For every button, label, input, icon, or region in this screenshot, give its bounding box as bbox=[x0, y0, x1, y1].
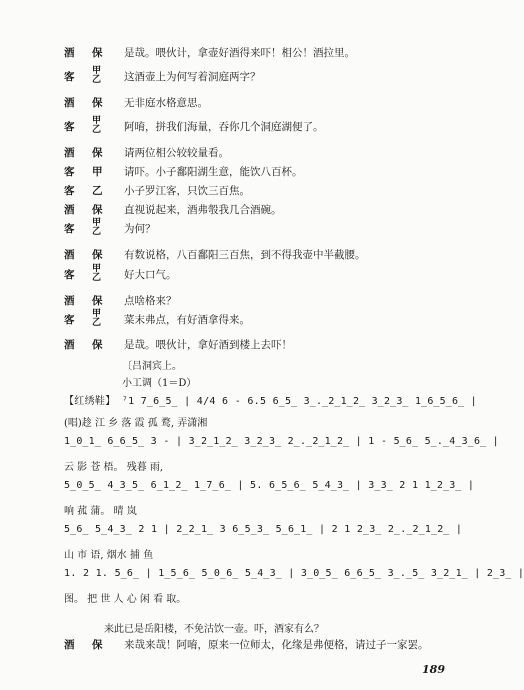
dialogue-text: 请两位相公较较量看。 bbox=[124, 146, 229, 159]
score-notes: 5̲6̲ 5̲4̲3̲ 2 1 | 2̲2̲1̲ 3 6̲5̲3̲ 5̲6̲1̲ | 2 1 2̲3̲ 2̲.̲2̲1̲2̲ | bbox=[64, 524, 463, 535]
score-lyrics: 响 菰 蒲。 晴 岚 bbox=[64, 506, 137, 517]
dialogue-line bbox=[64, 142, 229, 162]
speaker-name: 酒 bbox=[64, 46, 77, 59]
speaker-role: 保 bbox=[92, 146, 103, 159]
dialogue-text: 无非庭水格意思。 bbox=[124, 96, 208, 109]
dialogue-line bbox=[64, 244, 366, 264]
speaker-name: 酒 bbox=[64, 338, 77, 351]
dialogue-text: 菜末弗点，有好酒拿得来。 bbox=[124, 313, 250, 326]
dialogue-line bbox=[64, 199, 282, 219]
speaker-role: 保 bbox=[92, 203, 103, 216]
score-notes: 1. 2 1. 5̲6̲ | 1̲5̲6̲ 5̲0̲6̲ 5̲4̲3̲ | 3̲0̲5̲ 6̲6̲5̲ 3̲.̲5̲ 3̲2̲1̲ | 2̲3̲ | bbox=[64, 568, 524, 579]
dialogue-line bbox=[64, 42, 355, 62]
dialogue-text: 是哉。喂伙计，拿壶好酒得来吓！相公！酒拉里。 bbox=[124, 46, 355, 59]
page-number: 189 bbox=[422, 663, 445, 676]
speaker-role: 甲 bbox=[92, 165, 103, 178]
speaker-name: 客 bbox=[64, 313, 77, 326]
dialogue-text: 有数说格，八百鄱阳三百焦，到不得我壶中半截腰。 bbox=[124, 248, 366, 261]
speaker-role: 保 bbox=[92, 638, 103, 651]
dialogue-line bbox=[64, 634, 429, 654]
score-lyrics: (唱)趁 江 乡 落 霞 孤 鹜, 弄潇湘 bbox=[64, 418, 208, 429]
dialogue-line bbox=[64, 161, 303, 181]
speaker-name: 酒 bbox=[64, 638, 77, 651]
speaker-role: 保 bbox=[92, 248, 103, 261]
speaker-roles: 甲 乙 bbox=[92, 309, 102, 328]
speaker-name: 客 bbox=[64, 268, 77, 281]
score-notes: 【红绣鞋】 ⁷1 7̲6̲5̲ | 4/4 6 - 6.5 6̲5̲ 3̲.̲2̲1̲2̲ 3̲2̲3̲ 1̲6̲5̲6̲ | bbox=[64, 396, 477, 407]
score-lyrics: 山 市 语, 烟水 捕 鱼 bbox=[64, 550, 154, 561]
dialogue-line bbox=[64, 66, 261, 86]
speaker-name: 酒 bbox=[64, 294, 77, 307]
score-lyrics: 云 影 苍 梧。 残暮 雨, bbox=[64, 462, 164, 473]
dialogue-line bbox=[64, 290, 177, 310]
speaker-name: 酒 bbox=[64, 248, 77, 261]
dialogue-text: 来哉来哉！阿唷，原来一位师太，化缘是弗便格，请过子一家罢。 bbox=[124, 638, 429, 651]
dialogue-text: 这酒壶上为何写着洞庭两字？ bbox=[124, 70, 261, 83]
speaker-role: 保 bbox=[92, 96, 103, 109]
dialogue-line bbox=[64, 116, 324, 136]
tune-heading: 小工调（1＝D） bbox=[122, 378, 197, 389]
dialogue-text: 点啥格来？ bbox=[124, 294, 177, 307]
dialogue-text: 为何？ bbox=[124, 222, 156, 235]
dialogue-text: 请吓。小子鄱阳湖生意，能饮八百杯。 bbox=[124, 165, 303, 178]
speaker-roles: 甲 乙 bbox=[92, 218, 102, 237]
speaker-name: 客 bbox=[64, 222, 77, 235]
dialogue-text: 是哉。喂伙计，拿好酒到楼上去吓！ bbox=[124, 338, 292, 351]
speaker-roles: 甲 乙 bbox=[92, 264, 102, 283]
dialogue-line bbox=[64, 180, 250, 200]
dialogue-line bbox=[64, 334, 292, 354]
speaker-name: 酒 bbox=[64, 96, 77, 109]
speaker-role: 保 bbox=[92, 338, 103, 351]
speaker-role: 乙 bbox=[92, 184, 103, 197]
score-lyrics: 图。 把 世 人 心 闲 看 取。 bbox=[64, 594, 187, 605]
dialogue-line bbox=[64, 92, 208, 112]
score-notes: 1̲0̲1̲ 6̲6̲5̲ 3 - | 3̲2̲1̲2̲ 3̲2̲3̲ 2̲.̲2̲1̲2̲ | 1 - 5̲6̲ 5̲.̲4̲3̲6̲ | bbox=[64, 436, 499, 447]
dialogue-text: 小子罗江客，只饮三百焦。 bbox=[124, 184, 250, 197]
speaker-name: 客 bbox=[64, 165, 77, 178]
speaker-roles: 甲 乙 bbox=[92, 116, 102, 135]
speaker-name: 客 bbox=[64, 70, 77, 83]
closing-stage-direction: 来此已是岳阳楼，不免沽饮一壶。吓，酒家有么？ bbox=[104, 624, 324, 635]
speaker-name: 酒 bbox=[64, 203, 77, 216]
dialogue-text: 阿唷，拼我们海量，吞你几个洞庭湖便了。 bbox=[124, 120, 324, 133]
speaker-name: 客 bbox=[64, 184, 77, 197]
speaker-roles: 甲 乙 bbox=[92, 66, 102, 85]
speaker-role: 保 bbox=[92, 46, 103, 59]
dialogue-text: 直视说起来，酒弗彀我几合酒碗。 bbox=[124, 203, 282, 216]
speaker-role: 保 bbox=[92, 294, 103, 307]
dialogue-line bbox=[64, 264, 177, 284]
stage-direction: 〔吕洞宾上。 bbox=[122, 361, 182, 372]
speaker-name: 酒 bbox=[64, 146, 77, 159]
speaker-name: 客 bbox=[64, 120, 77, 133]
score-notes: 5̲0̲5̲ 4̲3̲5̲ 6̲1̲2̲ 1̲7̲6̲ | 5. 6̲5̲6̲ 5̲4̲3̲ | 3̲3̲ 2 1 1̲2̲3̲ | bbox=[64, 480, 475, 491]
dialogue-text: 好大口气。 bbox=[124, 268, 177, 281]
dialogue-line bbox=[64, 218, 156, 238]
jianpu-score bbox=[64, 392, 524, 622]
dialogue-line bbox=[64, 309, 250, 329]
